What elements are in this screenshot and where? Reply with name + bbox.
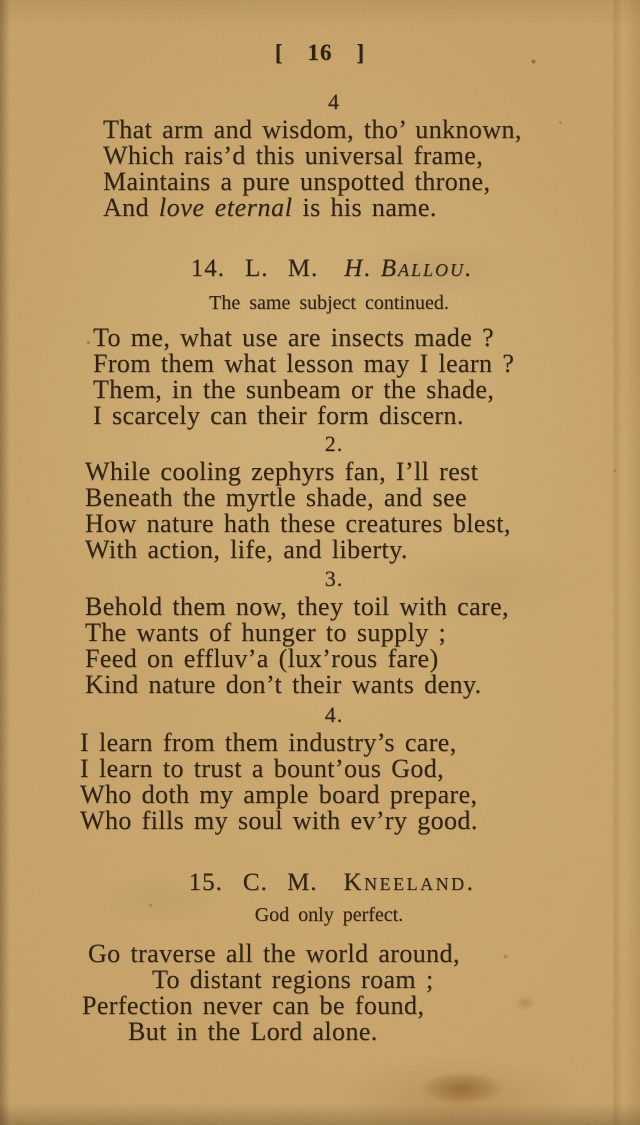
stanza xyxy=(0,325,640,429)
page-number xyxy=(0,0,640,66)
stanza-lines xyxy=(0,117,640,221)
verse-line: Who doth my ample board prepare, xyxy=(80,780,478,809)
verse-line: But in the Lord alone. xyxy=(128,1017,378,1046)
hymn-heading xyxy=(0,254,640,284)
verse-line: From them what lesson may I learn ? xyxy=(93,349,515,378)
verse-line: The wants of hunger to supply ; xyxy=(85,618,447,647)
hymn-subtitle: God only perfect. xyxy=(254,904,404,926)
stanza-number: 4. xyxy=(324,702,344,727)
verse-line: Beneath the myrtle shade, and see xyxy=(85,483,467,512)
stanza xyxy=(0,90,640,221)
verse-line: How nature hath these creatures blest, xyxy=(85,509,511,538)
stanza-lines xyxy=(0,325,640,429)
verse-line: Who fills my soul with ev’ry good. xyxy=(80,806,478,835)
stanza-lines xyxy=(0,459,640,563)
verse-line: Go traverse all the world around, xyxy=(88,939,460,968)
stanza xyxy=(0,941,640,1045)
hymn-number: 15. xyxy=(188,869,223,896)
stanza xyxy=(0,432,640,563)
verse-line: Them, in the sunbeam or the shade, xyxy=(93,375,495,404)
folio-bracket-left: [ xyxy=(274,40,284,65)
verse-line: To distant regions roam ; xyxy=(152,965,434,994)
verse-line: Which rais’d this universal frame, xyxy=(103,141,484,170)
stanza-number: 4 xyxy=(328,89,340,114)
verse-line: I scarcely can their form discern. xyxy=(93,401,464,430)
verse-line: Feed on effluv’a (lux’rous fare) xyxy=(85,644,439,673)
folio-value: 16 xyxy=(307,40,333,65)
hymn-number: 14. xyxy=(190,255,225,282)
stanza-number: 3. xyxy=(324,566,344,591)
verse-line: Perfection never can be found, xyxy=(82,991,425,1020)
hymn-author: Kneeland. xyxy=(343,869,476,896)
stanza xyxy=(0,703,640,834)
verse-line: While cooling zephyrs fan, I’ll rest xyxy=(85,457,479,486)
hymn-author: H. Ballou. xyxy=(344,255,474,282)
verse-line: That arm and wisdom, tho’ unknown, xyxy=(103,115,522,144)
verse-line: Behold them now, they toil with care, xyxy=(85,592,509,621)
hymn-subtitle: The same subject continued. xyxy=(209,292,449,314)
stanza-lines xyxy=(0,594,640,698)
verse-line: I learn from them industry’s care, xyxy=(80,728,457,757)
stanza-number: 2. xyxy=(324,431,344,456)
verse-line: With action, life, and liberty. xyxy=(85,535,408,564)
folio-bracket-right: ] xyxy=(356,40,366,65)
hymn-heading xyxy=(0,868,640,898)
verse-line: Maintains a pure unspotted throne, xyxy=(103,167,491,196)
verse-line: To me, what use are insects made ? xyxy=(93,323,494,352)
stanza-lines xyxy=(0,730,640,834)
hymn-meter: C. M. xyxy=(242,869,318,896)
verse-line: I learn to trust a bount’ous God, xyxy=(80,754,445,783)
hymn-meter: L. M. xyxy=(244,255,319,282)
stanza-lines xyxy=(0,941,640,1045)
stanza xyxy=(0,567,640,698)
verse-line: Kind nature don’t their wants deny. xyxy=(85,670,482,699)
verse-line: And love eternal is his name. xyxy=(103,193,437,222)
